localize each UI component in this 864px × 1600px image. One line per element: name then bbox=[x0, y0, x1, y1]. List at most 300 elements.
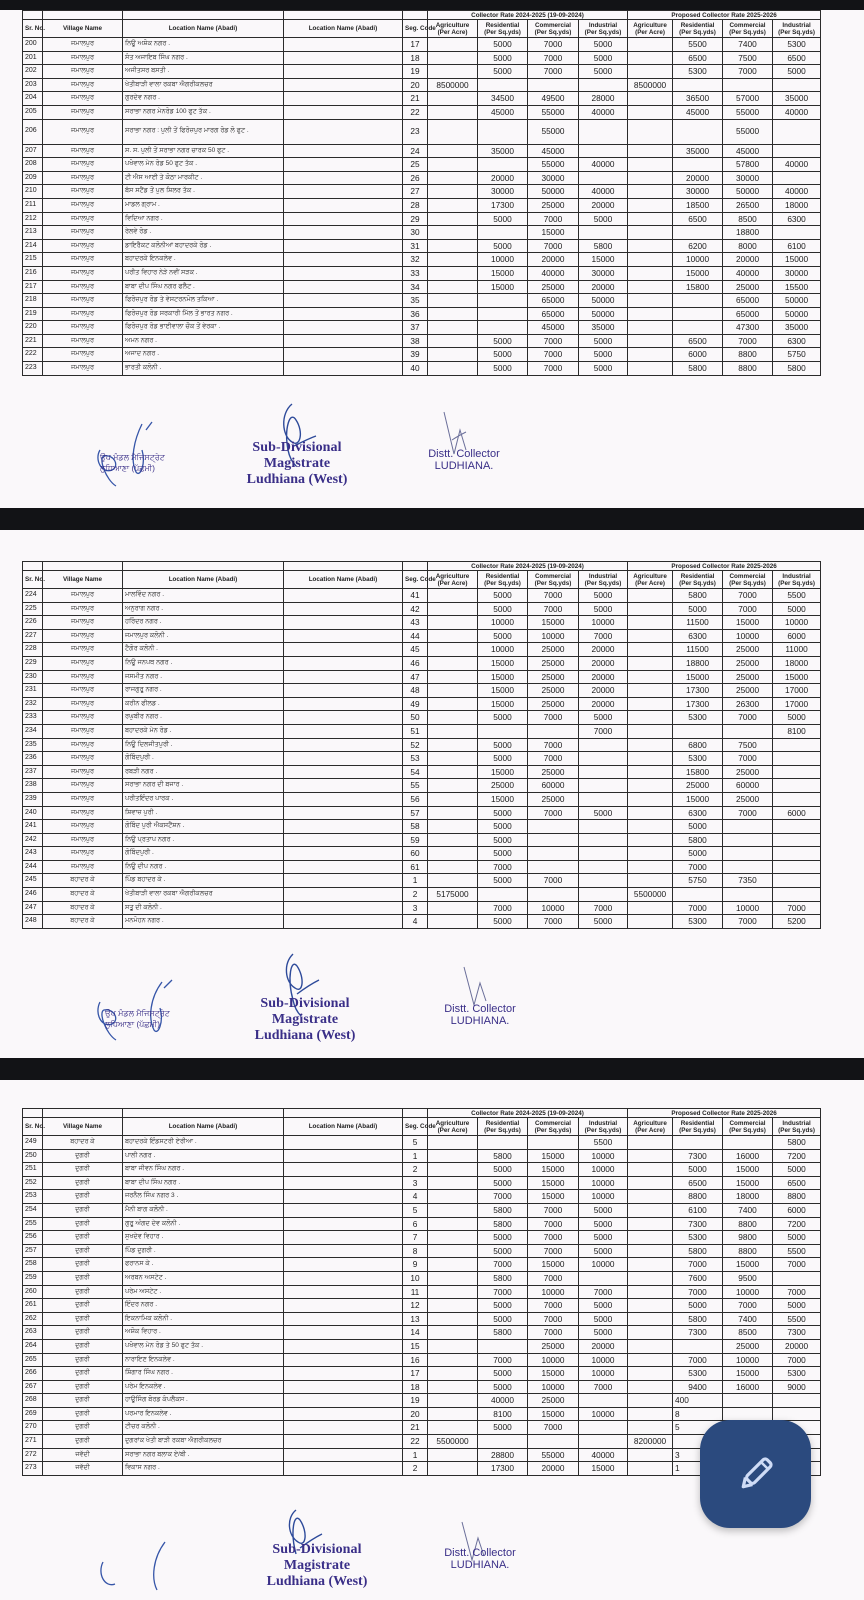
proposed-agriculture-cell bbox=[628, 1312, 673, 1326]
residential-rate-cell: 5000 bbox=[478, 348, 528, 362]
commercial-rate-cell: 25000 bbox=[528, 697, 579, 711]
proposed-residential-cell: 6300 bbox=[673, 629, 723, 643]
location-name-2-cell bbox=[284, 1136, 403, 1150]
proposed-residential-cell: 5800 bbox=[673, 833, 723, 847]
proposed-agriculture-cell bbox=[628, 643, 673, 657]
proposed-industrial-cell: 6000 bbox=[773, 1203, 821, 1217]
seg-code-header-text: Seg. Code bbox=[405, 25, 436, 32]
location-name-2-cell bbox=[284, 362, 403, 376]
proposed-residential-cell: 8800 bbox=[673, 1190, 723, 1204]
sr-no-cell: 234 bbox=[23, 724, 43, 738]
commercial-rate-cell: 7000 bbox=[528, 362, 579, 376]
proposed-industrial-cell: 7200 bbox=[773, 1149, 821, 1163]
proposed-commercial-cell: 7350 bbox=[723, 874, 773, 888]
page-separator bbox=[0, 1058, 864, 1080]
edit-fab-button[interactable] bbox=[700, 1420, 811, 1528]
proposed-industrial-cell: 5300 bbox=[773, 38, 821, 52]
residential-rate-cell: 5000 bbox=[478, 212, 528, 226]
residential-rate-cell: 7000 bbox=[478, 1190, 528, 1204]
agriculture-rate-cell bbox=[428, 806, 478, 820]
proposed-residential-header-text: Residential bbox=[680, 572, 715, 580]
commercial-rate-cell: 25000 bbox=[528, 656, 579, 670]
proposed-commercial-cell: 15000 bbox=[723, 1176, 773, 1190]
sdm-signature-block bbox=[230, 996, 380, 1044]
proposed-agriculture-cell bbox=[628, 820, 673, 834]
seg-code-cell: 30 bbox=[403, 226, 428, 240]
proposed-industrial-cell: 50000 bbox=[773, 294, 821, 308]
residential-rate-cell bbox=[478, 294, 528, 308]
location-name-2-header-text: Location Name (Abadi) bbox=[308, 25, 378, 32]
proposed-agriculture-cell bbox=[628, 239, 673, 253]
village-name-cell: ਜਮਾਲਪੁਰ bbox=[43, 670, 123, 684]
proposed-agriculture-cell bbox=[628, 144, 673, 158]
industrial-rate-cell bbox=[579, 119, 628, 144]
village-name-cell: ਜਵੱਦੀ bbox=[43, 1462, 123, 1476]
proposed-agriculture-cell bbox=[628, 38, 673, 52]
table-row bbox=[23, 806, 821, 820]
sr-no-cell: 242 bbox=[23, 833, 43, 847]
proposed-residential-cell: 30000 bbox=[673, 185, 723, 199]
proposed-agriculture-cell bbox=[628, 629, 673, 643]
location-name-cell: ਬਾਬਾ ਦੀਪ ਸਿੰਘ ਨਗਰ ਫਲੈਟ . bbox=[123, 280, 284, 294]
proposed-industrial-cell: 15000 bbox=[773, 253, 821, 267]
dc-office: LUDHIANA. bbox=[450, 1559, 510, 1571]
proposed-industrial-cell: 5000 bbox=[773, 1231, 821, 1245]
proposed-residential-cell: 5800 bbox=[673, 1312, 723, 1326]
commercial-rate-cell bbox=[528, 1435, 579, 1449]
residential-rate-cell: 5000 bbox=[478, 38, 528, 52]
location-name-cell: ਹਾਊਸਿੰਗ ਬੋਰਡ ਕੰਪਲੈਕਸ . bbox=[123, 1394, 284, 1408]
commercial-rate-cell: 15000 bbox=[528, 1149, 579, 1163]
proposed-agriculture-cell bbox=[628, 1244, 673, 1258]
sdm-office: Ludhiana (West) bbox=[266, 1574, 368, 1589]
table-row bbox=[23, 1217, 821, 1231]
location-name-cell: ਪਰੇਮ ਅਸਟੇਟ . bbox=[123, 1285, 284, 1299]
proposed-industrial-cell: 6500 bbox=[773, 51, 821, 65]
table-row bbox=[23, 738, 821, 752]
commercial-rate-cell: 15000 bbox=[528, 226, 579, 240]
location-name-2-cell bbox=[284, 1299, 403, 1313]
proposed-commercial-cell: 7000 bbox=[723, 806, 773, 820]
location-name-cell: ਬਹਾਦਰਕੇ ਮੇਨ ਰੋਡ . bbox=[123, 724, 284, 738]
sr-no-cell: 254 bbox=[23, 1203, 43, 1217]
proposed-agriculture-cell bbox=[628, 1299, 673, 1313]
proposed-industrial-header-text: (Per Sq.yds) bbox=[778, 1126, 815, 1134]
agriculture-header-text: Agriculture bbox=[435, 21, 470, 29]
sr-no-cell: 248 bbox=[23, 915, 43, 929]
industrial-rate-cell bbox=[579, 833, 628, 847]
agriculture-rate-cell bbox=[428, 1339, 478, 1353]
location-name-2-cell bbox=[284, 1271, 403, 1285]
sdm-title: Sub-Divisional Magistrate bbox=[260, 996, 350, 1027]
location-name-cell: ਫਿਰੋਜ਼ਪੁਰ ਰੋਡ ਸਰਕਾਰੀ ਮਿੱਲ ਤੋਂ ਭਾਰਤ ਨਗਰ . bbox=[123, 307, 284, 321]
seg-code-cell: 21 bbox=[403, 92, 428, 106]
village-name-cell: ਜਮਾਲਪੁਰ bbox=[43, 833, 123, 847]
proposed-industrial-cell bbox=[773, 119, 821, 144]
proposed-industrial-cell bbox=[773, 874, 821, 888]
residential-rate-cell: 5000 bbox=[478, 874, 528, 888]
seg-code-cell: 9 bbox=[403, 1258, 428, 1272]
location-name-2-cell bbox=[284, 185, 403, 199]
industrial-rate-cell: 5000 bbox=[579, 1299, 628, 1313]
agriculture-rate-cell bbox=[428, 158, 478, 172]
sr-no-cell: 202 bbox=[23, 65, 43, 79]
sr-no-cell: 200 bbox=[23, 38, 43, 52]
industrial-rate-cell bbox=[579, 860, 628, 874]
location-name-cell: ਇੰਦਰ ਨਗਰ . bbox=[123, 1299, 284, 1313]
proposed-residential-cell: 3 bbox=[673, 1448, 723, 1462]
village-name-cell: ਜਮਾਲਪੁਰ bbox=[43, 266, 123, 280]
proposed-agriculture-cell bbox=[628, 1407, 673, 1421]
location-name-2-cell bbox=[284, 1394, 403, 1408]
table-row bbox=[23, 1149, 821, 1163]
location-name-cell: ਸਰਾਭਾ ਨਗਰ ਦੀ ਬਜਾਰ . bbox=[123, 779, 284, 793]
proposed-agriculture-cell bbox=[628, 1217, 673, 1231]
agriculture-rate-cell bbox=[428, 643, 478, 657]
proposed-industrial-cell bbox=[773, 765, 821, 779]
industrial-rate-cell: 10000 bbox=[579, 1407, 628, 1421]
proposed-commercial-cell: 7000 bbox=[723, 589, 773, 603]
proposed-commercial-cell: 65000 bbox=[723, 294, 773, 308]
group-header-proposed: Proposed Collector Rate 2025-2026 bbox=[628, 1109, 821, 1118]
sr-no-cell: 201 bbox=[23, 51, 43, 65]
table-row bbox=[23, 860, 821, 874]
proposed-commercial-cell: 7500 bbox=[723, 738, 773, 752]
proposed-agriculture-cell bbox=[628, 670, 673, 684]
proposed-commercial-cell bbox=[723, 724, 773, 738]
proposed-residential-cell: 7000 bbox=[673, 860, 723, 874]
proposed-commercial-cell: 8500 bbox=[723, 212, 773, 226]
industrial-rate-cell bbox=[579, 779, 628, 793]
sr-no-cell: 212 bbox=[23, 212, 43, 226]
seg-code-cell: 12 bbox=[403, 1299, 428, 1313]
location-name-2-cell bbox=[284, 1312, 403, 1326]
location-name-2-cell bbox=[284, 684, 403, 698]
seg-code-cell: 50 bbox=[403, 711, 428, 725]
location-name-cell: ਅਸ਼ੋਕ ਵਿਹਾਰ . bbox=[123, 1326, 284, 1340]
proposed-industrial-cell: 5000 bbox=[773, 1163, 821, 1177]
proposed-commercial-cell: 9500 bbox=[723, 1271, 773, 1285]
proposed-industrial-cell bbox=[773, 820, 821, 834]
location-name-header bbox=[123, 1118, 284, 1136]
proposed-industrial-cell: 15000 bbox=[773, 670, 821, 684]
industrial-header-text: (Per Sq.yds) bbox=[584, 28, 622, 36]
proposed-agriculture-cell bbox=[628, 1421, 673, 1435]
proposed-commercial-cell: 15000 bbox=[723, 616, 773, 630]
village-name-cell: ਜਮਾਲਪੁਰ bbox=[43, 847, 123, 861]
seg-code-cell: 2 bbox=[403, 888, 428, 902]
village-name-cell: ਜਮਾਲਪੁਰ bbox=[43, 765, 123, 779]
proposed-agriculture-cell bbox=[628, 806, 673, 820]
agriculture-rate-cell bbox=[428, 1258, 478, 1272]
proposed-residential-cell: 17300 bbox=[673, 697, 723, 711]
agriculture-rate-cell bbox=[428, 589, 478, 603]
village-name-cell: ਦੁਗਰੀ bbox=[43, 1163, 123, 1177]
village-name-cell: ਦੁਗਰੀ bbox=[43, 1231, 123, 1245]
location-name-cell: ਹਰਿੰਦਰ ਨਗਰ . bbox=[123, 616, 284, 630]
group-header-proposed: Proposed Collector Rate 2025-2026 bbox=[628, 11, 821, 20]
location-name-2-cell bbox=[284, 779, 403, 793]
seg-code-cell: 56 bbox=[403, 792, 428, 806]
location-name-2-cell bbox=[284, 38, 403, 52]
residential-rate-cell: 5000 bbox=[478, 1244, 528, 1258]
table-row bbox=[23, 711, 821, 725]
proposed-residential-cell: 18500 bbox=[673, 198, 723, 212]
proposed-residential-cell: 5000 bbox=[673, 820, 723, 834]
table-row bbox=[23, 1353, 821, 1367]
table-row bbox=[23, 1407, 821, 1421]
residential-rate-cell bbox=[478, 1136, 528, 1150]
proposed-agriculture-cell bbox=[628, 348, 673, 362]
agriculture-rate-cell bbox=[428, 1244, 478, 1258]
seg-code-cell: 45 bbox=[403, 643, 428, 657]
proposed-residential-cell: 18800 bbox=[673, 656, 723, 670]
seg-code-header-text: Seg. Code bbox=[405, 576, 436, 583]
agriculture-rate-cell bbox=[428, 212, 478, 226]
proposed-industrial-cell bbox=[773, 738, 821, 752]
proposed-industrial-cell: 7000 bbox=[773, 1258, 821, 1272]
location-name-2-cell bbox=[284, 792, 403, 806]
location-name-2-cell bbox=[284, 1149, 403, 1163]
dc-office: LUDHIANA. bbox=[450, 1015, 510, 1027]
commercial-header-text: Commercial bbox=[534, 21, 572, 29]
commercial-rate-cell: 7000 bbox=[528, 711, 579, 725]
location-name-2-cell bbox=[284, 1163, 403, 1177]
proposed-agriculture-cell bbox=[628, 1339, 673, 1353]
proposed-commercial-cell: 25000 bbox=[723, 1339, 773, 1353]
industrial-rate-cell: 5800 bbox=[579, 239, 628, 253]
proposed-agriculture-cell bbox=[628, 362, 673, 376]
commercial-header bbox=[528, 1118, 579, 1136]
location-name-cell: ਨਿਊ ਦਿਲਜੀਤਪੁਰੀ . bbox=[123, 738, 284, 752]
proposed-residential-cell bbox=[673, 888, 723, 902]
location-name-2-cell bbox=[284, 860, 403, 874]
industrial-header-text: Industrial bbox=[588, 572, 618, 580]
industrial-rate-cell bbox=[579, 1394, 628, 1408]
proposed-industrial-cell: 7000 bbox=[773, 1353, 821, 1367]
village-name-header-text: Village Name bbox=[62, 576, 103, 583]
proposed-commercial-header bbox=[723, 20, 773, 38]
proposed-industrial-cell: 8100 bbox=[773, 724, 821, 738]
proposed-industrial-cell: 6500 bbox=[773, 1176, 821, 1190]
industrial-rate-cell: 40000 bbox=[579, 105, 628, 119]
location-name-cell: ਪਰੀਤ ਵਿਹਾਰ ਨੇੜੇ ਨਵੀਂ ਸੜਕ . bbox=[123, 266, 284, 280]
location-name-cell: ਗੁਰੂ ਅੰਗਦ ਦੇਵ ਕਲੋਨੀ . bbox=[123, 1217, 284, 1231]
proposed-industrial-cell: 35000 bbox=[773, 321, 821, 335]
residential-rate-cell bbox=[478, 888, 528, 902]
proposed-industrial-cell bbox=[773, 779, 821, 793]
proposed-industrial-cell: 35000 bbox=[773, 92, 821, 106]
location-name-header bbox=[123, 571, 284, 589]
industrial-rate-cell: 5000 bbox=[579, 1312, 628, 1326]
proposed-commercial-cell: 7000 bbox=[723, 334, 773, 348]
proposed-commercial-cell bbox=[723, 1136, 773, 1150]
agriculture-rate-cell bbox=[428, 119, 478, 144]
proposed-agriculture-header-text: Agriculture bbox=[633, 21, 667, 29]
agriculture-rate-cell bbox=[428, 901, 478, 915]
table-row bbox=[23, 833, 821, 847]
table-row bbox=[23, 765, 821, 779]
table-row bbox=[23, 226, 821, 240]
sr-no-header bbox=[23, 20, 43, 38]
table-row bbox=[23, 697, 821, 711]
location-name-2-header bbox=[284, 1118, 403, 1136]
village-name-cell: ਜਮਾਲਪੁਰ bbox=[43, 792, 123, 806]
sr-no-cell: 211 bbox=[23, 198, 43, 212]
proposed-agriculture-cell bbox=[628, 860, 673, 874]
seg-code-cell: 20 bbox=[403, 1407, 428, 1421]
commercial-rate-cell: 7000 bbox=[528, 806, 579, 820]
commercial-header bbox=[528, 20, 579, 38]
agriculture-header-text: (Per Acre) bbox=[437, 579, 468, 587]
table-row bbox=[23, 105, 821, 119]
industrial-rate-cell: 5000 bbox=[579, 711, 628, 725]
commercial-rate-cell: 7000 bbox=[528, 1326, 579, 1340]
proposed-industrial-header-text: Industrial bbox=[782, 21, 811, 29]
agriculture-rate-cell bbox=[428, 792, 478, 806]
proposed-commercial-cell: 8800 bbox=[723, 1217, 773, 1231]
location-name-header bbox=[123, 20, 284, 38]
table-header bbox=[23, 11, 821, 38]
rate-table bbox=[22, 1108, 821, 1476]
seg-code-cell: 8 bbox=[403, 1244, 428, 1258]
sr-no-cell: 229 bbox=[23, 656, 43, 670]
proposed-industrial-cell: 18000 bbox=[773, 198, 821, 212]
village-name-cell: ਜਮਾਲਪੁਰ bbox=[43, 616, 123, 630]
proposed-commercial-header-text: Commercial bbox=[729, 1119, 766, 1127]
residential-rate-cell: 5000 bbox=[478, 334, 528, 348]
proposed-agriculture-cell bbox=[628, 266, 673, 280]
commercial-rate-cell: 30000 bbox=[528, 171, 579, 185]
commercial-header-text: (Per Sq.yds) bbox=[534, 1126, 572, 1134]
seg-code-cell: 1 bbox=[403, 874, 428, 888]
sr-no-cell: 237 bbox=[23, 765, 43, 779]
location-name-cell: ਅਨੁਰਾਗ ਨਗਰ . bbox=[123, 602, 284, 616]
agriculture-rate-cell bbox=[428, 1217, 478, 1231]
agriculture-rate-cell bbox=[428, 670, 478, 684]
residential-rate-cell: 15000 bbox=[478, 266, 528, 280]
industrial-rate-cell: 7000 bbox=[579, 629, 628, 643]
table-row bbox=[23, 1231, 821, 1245]
proposed-residential-cell: 25000 bbox=[673, 779, 723, 793]
residential-rate-cell bbox=[478, 119, 528, 144]
residential-rate-cell bbox=[478, 226, 528, 240]
village-name-cell: ਜਮਾਲਪੁਰ bbox=[43, 602, 123, 616]
proposed-commercial-cell: 50000 bbox=[723, 185, 773, 199]
table-header bbox=[23, 562, 821, 589]
location-name-2-cell bbox=[284, 1435, 403, 1449]
industrial-rate-cell: 40000 bbox=[579, 158, 628, 172]
agriculture-rate-cell bbox=[428, 294, 478, 308]
sr-no-cell: 220 bbox=[23, 321, 43, 335]
village-name-cell: ਦੁਗਰੀ bbox=[43, 1435, 123, 1449]
sr-no-cell: 245 bbox=[23, 874, 43, 888]
commercial-rate-cell: 7000 bbox=[528, 334, 579, 348]
proposed-industrial-cell bbox=[773, 792, 821, 806]
proposed-agriculture-header-text: (Per Acre) bbox=[635, 28, 665, 36]
industrial-rate-cell: 20000 bbox=[579, 697, 628, 711]
proposed-agriculture-cell bbox=[628, 1176, 673, 1190]
proposed-residential-cell: 15000 bbox=[673, 670, 723, 684]
village-name-cell: ਜਮਾਲਪੁਰ bbox=[43, 348, 123, 362]
location-name-2-cell bbox=[284, 656, 403, 670]
commercial-rate-cell: 15000 bbox=[528, 1163, 579, 1177]
location-name-2-cell bbox=[284, 874, 403, 888]
proposed-industrial-cell: 5750 bbox=[773, 348, 821, 362]
location-name-2-cell bbox=[284, 1339, 403, 1353]
residential-rate-cell: 15000 bbox=[478, 656, 528, 670]
proposed-industrial-cell bbox=[773, 888, 821, 902]
industrial-rate-cell bbox=[579, 765, 628, 779]
residential-rate-cell: 5800 bbox=[478, 1149, 528, 1163]
commercial-rate-cell: 15000 bbox=[528, 1367, 579, 1381]
proposed-agriculture-cell bbox=[628, 724, 673, 738]
table-row bbox=[23, 1380, 821, 1394]
village-name-cell: ਦੁਗਰੀ bbox=[43, 1394, 123, 1408]
agriculture-rate-cell bbox=[428, 105, 478, 119]
industrial-rate-cell bbox=[579, 1435, 628, 1449]
sr-no-cell: 207 bbox=[23, 144, 43, 158]
location-name-cell: ਟੀ ਐਸ ਆਈ ਤੇ ਕੋਠਾ ਮਾਰਕੀਟ . bbox=[123, 171, 284, 185]
residential-rate-cell: 5000 bbox=[478, 1231, 528, 1245]
residential-header-text: (Per Sq.yds) bbox=[484, 1126, 521, 1134]
residential-rate-cell: 5000 bbox=[478, 1367, 528, 1381]
residential-rate-cell: 5000 bbox=[478, 239, 528, 253]
proposed-agriculture-cell bbox=[628, 119, 673, 144]
village-name-cell: ਦੁਗਰੀ bbox=[43, 1190, 123, 1204]
table-body bbox=[23, 38, 821, 376]
office-stamp bbox=[100, 452, 165, 474]
sr-no-cell: 252 bbox=[23, 1176, 43, 1190]
seg-code-cell: 36 bbox=[403, 307, 428, 321]
proposed-industrial-cell: 40000 bbox=[773, 105, 821, 119]
proposed-commercial-header-text: (Per Sq.yds) bbox=[729, 579, 766, 587]
proposed-commercial-cell bbox=[723, 820, 773, 834]
agriculture-rate-cell bbox=[428, 765, 478, 779]
commercial-header-text: (Per Sq.yds) bbox=[534, 28, 572, 36]
seg-code-cell: 32 bbox=[403, 253, 428, 267]
proposed-agriculture-cell bbox=[628, 792, 673, 806]
sr-no-cell: 263 bbox=[23, 1326, 43, 1340]
proposed-commercial-cell bbox=[723, 833, 773, 847]
table-row bbox=[23, 1339, 821, 1353]
seg-code-cell: 40 bbox=[403, 362, 428, 376]
seg-code-header bbox=[403, 1118, 436, 1136]
sr-no-cell: 262 bbox=[23, 1312, 43, 1326]
proposed-residential-cell: 5000 bbox=[673, 1299, 723, 1313]
commercial-rate-cell: 10000 bbox=[528, 629, 579, 643]
proposed-agriculture-cell bbox=[628, 847, 673, 861]
location-name-cell: ਮਾਡਲ ਗ੍ਰਾਮ . bbox=[123, 198, 284, 212]
industrial-rate-cell: 40000 bbox=[579, 185, 628, 199]
industrial-rate-cell: 10000 bbox=[579, 1149, 628, 1163]
proposed-industrial-cell: 40000 bbox=[773, 158, 821, 172]
sr-no-cell: 236 bbox=[23, 752, 43, 766]
village-name-cell: ਜਮਾਲਪੁਰ bbox=[43, 239, 123, 253]
table-row bbox=[23, 1367, 821, 1381]
proposed-agriculture-cell bbox=[628, 1394, 673, 1408]
residential-header-text: Residential bbox=[485, 572, 520, 580]
proposed-agriculture-cell bbox=[628, 212, 673, 226]
sr-no-cell: 238 bbox=[23, 779, 43, 793]
location-name-cell: ਰਾਜਗੁਰੂ ਨਗਰ . bbox=[123, 684, 284, 698]
residential-rate-cell: 15000 bbox=[478, 765, 528, 779]
sr-no-cell: 214 bbox=[23, 239, 43, 253]
industrial-header bbox=[579, 1118, 628, 1136]
proposed-industrial-cell: 5200 bbox=[773, 915, 821, 929]
industrial-rate-cell bbox=[579, 171, 628, 185]
industrial-rate-cell bbox=[579, 226, 628, 240]
